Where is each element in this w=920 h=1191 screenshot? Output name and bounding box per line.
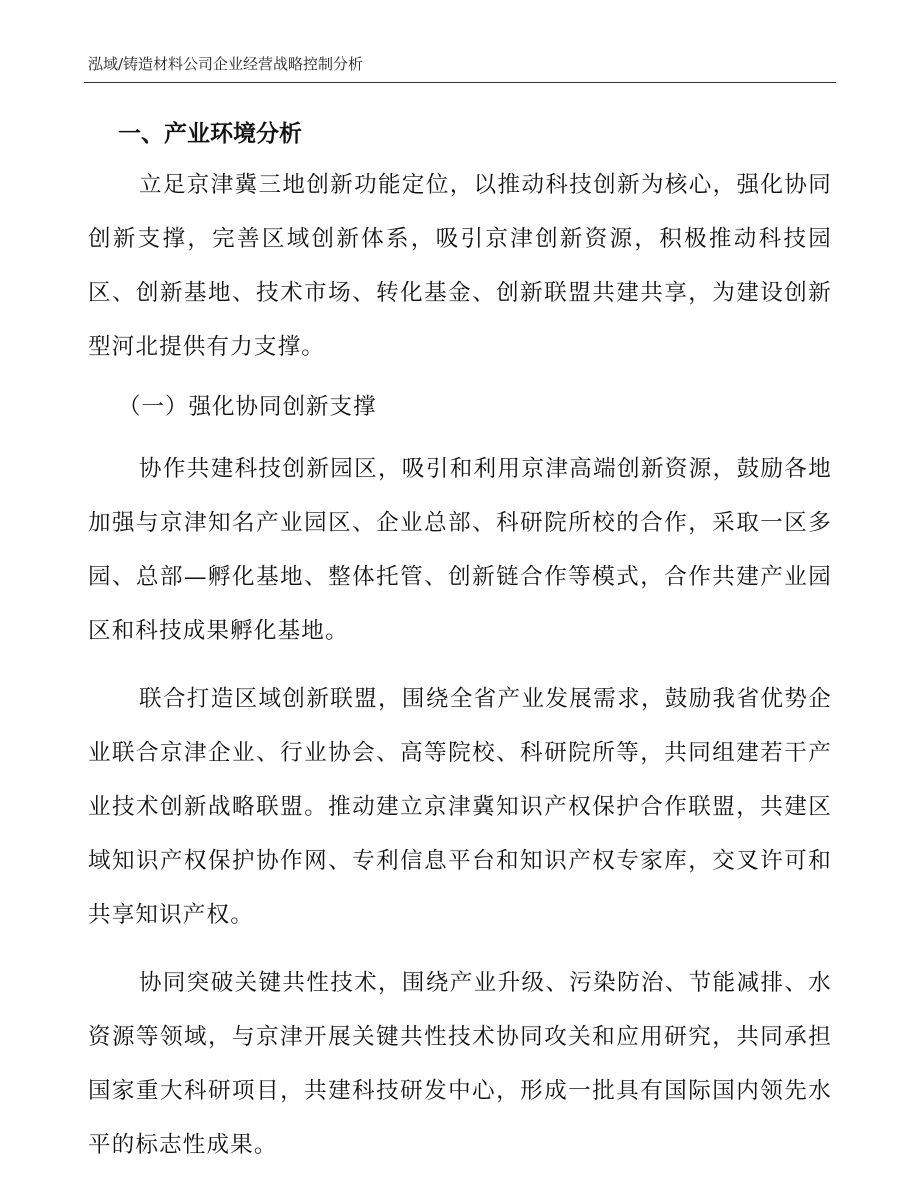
running-header: 泓域/铸造材料公司企业经营战略控制分析	[88, 55, 364, 73]
body-paragraph: 协同突破关键共性技术，围绕产业升级、污染防治、节能减排、水资源等领域，与京津开展关键共性技术协同攻关和应用研究，共同承担国家重大科研项目，共建科技研发中心，形成一批具有国际国内领先水平的标志性成果。	[88, 970, 832, 1158]
header-divider	[84, 82, 836, 83]
intro-paragraph: 立足京津冀三地创新功能定位，以推动科技创新为核心，强化协同创新支撑，完善区域创新体系，吸引京津创新资源，积极推动科技园区、创新基地、技术市场、转化基金、创新联盟共建共享，为建设创新型河北提供有力支撑。	[88, 172, 832, 360]
document-body	[88, 110, 832, 1172]
subsection-heading: （一）强化协同创新支撑	[118, 394, 377, 420]
body-paragraph: 联合打造区域创新联盟，围绕全省产业发展需求，鼓励我省优势企业联合京津企业、行业协会、高等院校、科研院所等，共同组建若干产业技术创新战略联盟。推动建立京津冀知识产权保护合作联盟，共建区域知识产权保护协作网、专利信息平台和知识产权专家库，交叉许可和共享知识产权。	[88, 686, 832, 928]
body-paragraph: 协作共建科技创新园区，吸引和利用京津高端创新资源，鼓励各地加强与京津知名产业园区、企业总部、科研院所校的合作，采取一区多园、总部—孵化基地、整体托管、创新链合作等模式，合作共建产业园区和科技成果孵化基地。	[88, 456, 832, 644]
section-heading: 一、产业环境分析	[118, 120, 302, 147]
